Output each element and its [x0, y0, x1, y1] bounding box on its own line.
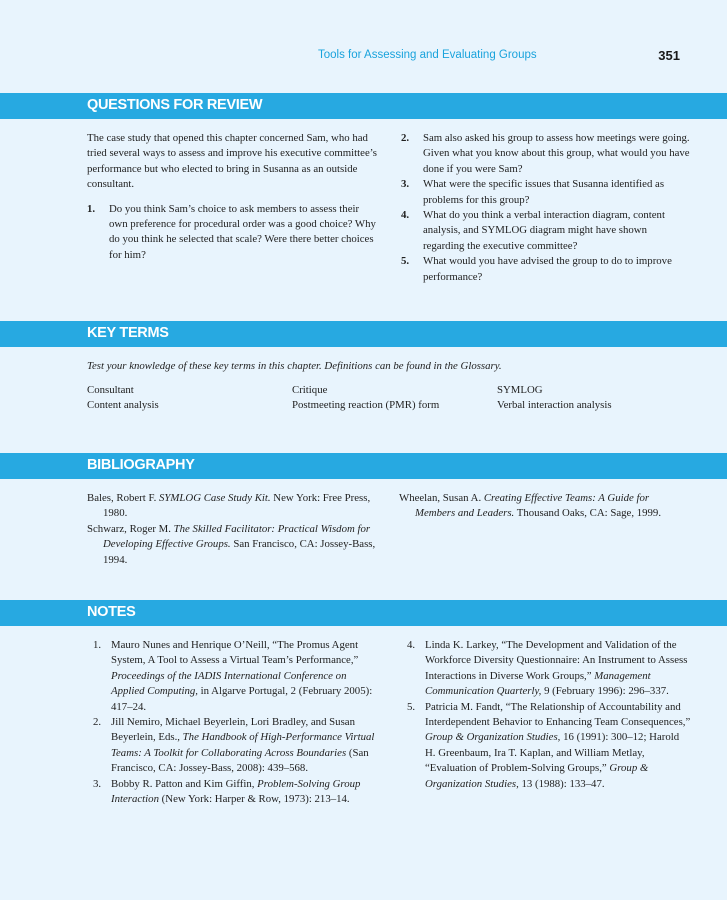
note-item-4: 4. Linda K. Larkey, “The Development and Validation of the Workforce Diversity Questionnaire: An Instrument to Assess Interactions in Diverse Work Groups,” Management Communication Quarterly, 9 (February 1996): 296–337.	[407, 639, 688, 698]
key-terms-column-2	[292, 383, 439, 414]
questions-band	[0, 93, 727, 119]
key-term: SYMLOG	[497, 384, 543, 396]
question-number: 5.	[401, 255, 410, 268]
question-item-3	[401, 177, 691, 208]
key-terms-column-1	[87, 383, 159, 414]
note-item-2: 2. Jill Nemiro, Michael Beyerlein, Lori Bradley, and Susan Beyerlein, Eds., The Handbook of High-Performance Virtual Teams: A Toolkit for Collaborating Across Boundaries (San Francisco, CA: Jossey-Bass, 2008): 439–568.	[93, 716, 375, 775]
questions-right-column	[401, 131, 691, 285]
running-head	[0, 49, 727, 65]
page-number: 351	[658, 48, 680, 63]
bibliography-right-column	[399, 491, 689, 522]
bibliography-entry: Schwarz, Roger M. The Skilled Facilitator: Practical Wisdom for Developing Effective Groups. San Francisco, CA: Jossey-Bass, 1994.	[87, 522, 376, 566]
notes-left-column	[87, 638, 377, 807]
question-item-5	[401, 254, 691, 285]
note-item-5: 5. Patricia M. Fandt, “The Relationship of Accountability and Interdependent Behavior to Enhancing Team Consequences,” Group & Organization Studies, 16 (1991): 300–12; Harold H. Greenbaum, Ira T. Kaplan, and William Metlay, “Evaluation of Problem-Solving Groups,” Group & Organization Studies, 13 (1988): 133–47.	[407, 700, 691, 790]
question-item-2	[401, 131, 691, 177]
key-term: Content analysis	[87, 399, 159, 412]
key-term: Verbal interaction analysis	[497, 399, 612, 412]
question-number: 3.	[401, 178, 410, 191]
questions-intro: The case study that opened this chapter concerned Sam, who had tried several ways to assess and improve his executive committee’s performance but who elected to bring in Susanna as an outside consultant.	[87, 132, 377, 191]
bibliography-entry: Bales, Robert F. SYMLOG Case Study Kit. New York: Free Press, 1980.	[87, 492, 371, 520]
question-number: 1.	[87, 202, 96, 215]
question-number: 4.	[401, 209, 410, 222]
bibliography-title: BIBLIOGRAPHY	[87, 457, 195, 473]
notes-band	[0, 600, 727, 626]
key-term: Consultant	[87, 384, 134, 396]
notes-title: NOTES	[87, 604, 136, 620]
questions-title: QUESTIONS FOR REVIEW	[87, 97, 263, 113]
bibliography-left-column	[87, 491, 377, 568]
question-text: What would you have advised the group to do to improve performance?	[423, 255, 672, 283]
key-terms-column-3	[497, 383, 612, 414]
key-term: Critique	[292, 384, 328, 396]
question-text: What were the specific issues that Susanna identified as problems for this group?	[423, 178, 665, 206]
question-text: What do you think a verbal interaction diagram, content analysis, and SYMLOG diagram might have shown regarding the executive committee?	[423, 209, 665, 252]
key-terms-title: KEY TERMS	[87, 325, 169, 341]
note-item-3: 3. Bobby R. Patton and Kim Giffin, Problem-Solving Group Interaction (New York: Harper & Row, 1973): 213–14.	[93, 777, 361, 806]
bibliography-band	[0, 453, 727, 479]
running-title: Tools for Assessing and Evaluating Groups	[318, 49, 537, 61]
bibliography-entry: Wheelan, Susan A. Creating Effective Teams: A Guide for Members and Leaders. Thousand Oaks, CA: Sage, 1999.	[399, 492, 662, 520]
question-text: Do you think Sam’s choice to ask members to assess their own preference for procedural order was a good choice? Why do you think he selected that scale? Were there better choices for him?	[109, 202, 376, 261]
question-text: Sam also asked his group to assess how meetings were going. Given what you know about this group, what would you have done if you were Sam?	[423, 132, 690, 175]
notes-right-column	[401, 638, 691, 792]
question-item-4	[401, 208, 691, 254]
key-terms-intro: Test your knowledge of these key terms in this chapter. Definitions can be found in the Glossary.	[87, 360, 502, 372]
question-item-1	[87, 202, 377, 264]
key-terms-band	[0, 321, 727, 347]
question-number: 2.	[401, 132, 410, 144]
key-term: Postmeeting reaction (PMR) form	[292, 399, 440, 412]
questions-left-column	[87, 131, 377, 263]
note-item-1: 1. Mauro Nunes and Henrique O’Neill, “The Promus Agent System, A Tool to Assess a Virtual Team’s Performance,” Proceedings of the IADIS International Conference on Applied Computing, in Algarve Portugal, 2 (February 2005): 417–24.	[93, 639, 373, 713]
